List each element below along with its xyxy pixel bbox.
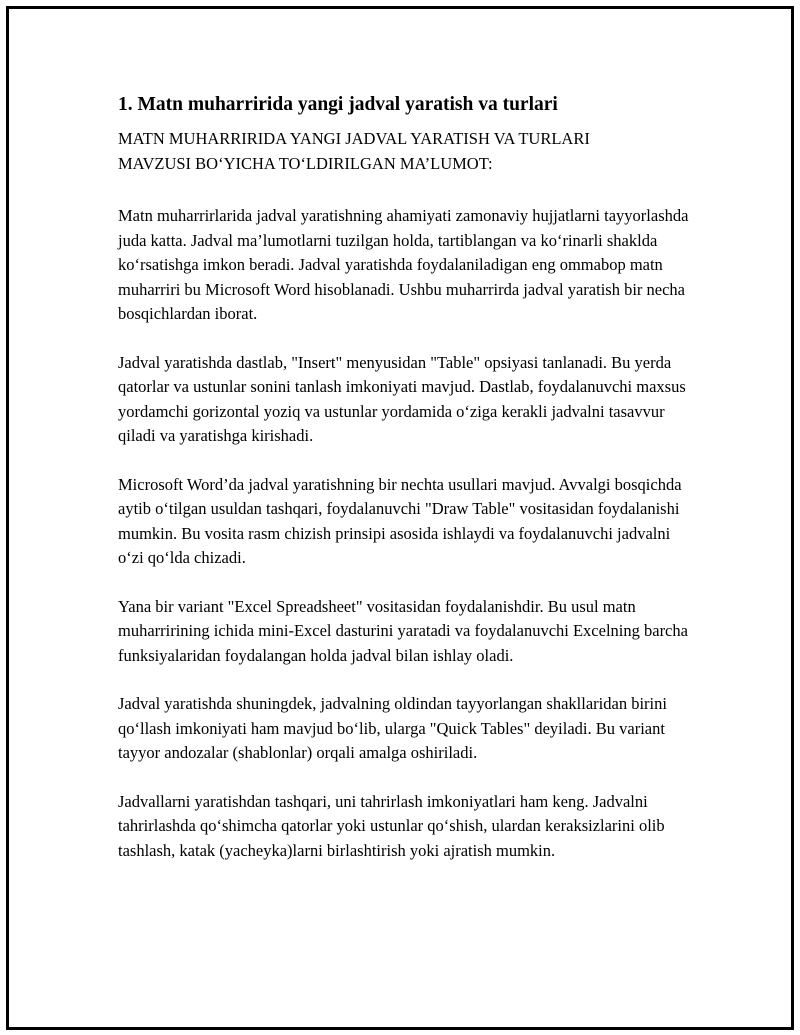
paragraph-2: Jadval yaratishda dastlab, "Insert" menyusidan "Table" opsiyasi tanlanadi. Bu yerda qatorlar va ustunlar sonini tanlash imkoniyati mavjud. Dastlab, foydalanuvchi maxsus yordamchi gorizontal yoziq va ustunlar yordamida o‘ziga kerakli jadvalni tasavvur qiladi va yaratishga kirishadi. xyxy=(118,352,686,445)
paragraph-4: Yana bir variant "Excel Spreadsheet" vositasidan foydalanishdir. Bu usul matn muharririning ichida mini-Excel dasturini yaratadi va foydalanuvchi Excelning barcha funksiyalaridan foydalangan holda jadval bilan ishlay oladi. xyxy=(118,596,688,665)
paragraph-3: Microsoft Word’da jadval yaratishning bir nechta usullari mavjud. Avvalgi bosqichda aytib o‘tilgan usuldan tashqari, foydalanuvchi "Draw Table" vositasidan foydalanishi mumkin. Bu vosita rasm chizish prinsipi asosida ishlaydi va foydalanuvchi jadvalni o‘zi qo‘lda chizadi. xyxy=(118,474,682,567)
document-subtitle: MATN MUHARRIRIDA YANGI JADVAL YARATISH VA TURLARI MAVZUSI BO‘YICHA TO‘LDIRILGAN MA’LUMOT: xyxy=(118,129,590,173)
paragraph-1: Matn muharrirlarida jadval yaratishning ahamiyati zamonaviy hujjatlarni tayyorlashda juda katta. Jadval ma’lumotlarni tuzilgan holda, tartiblangan va ko‘rinarli shaklda ko‘rsatishga imkon beradi. Jadval yaratishda foydalaniladigan eng ommabop matn muharriri bu Microsoft Word hisoblanadi. Ushbu muharrirda jadval yaratish bir necha bosqichlardan iborat. xyxy=(118,206,689,323)
document-title: 1. Matn muharririda yangi jadval yaratish va turlari xyxy=(118,94,558,115)
paragraph-6: Jadvallarni yaratishdan tashqari, uni tahrirlash imkoniyatlari ham keng. Jadvalni tahrirlashda qo‘shimcha qatorlar yoki ustunlar qo‘shish, ulardan keraksizlarini olib tashlash, katak (yacheyka)larni birlashtirish yoki ajratish mumkin. xyxy=(118,791,665,860)
paragraph-5: Jadval yaratishda shuningdek, jadvalning oldindan tayyorlangan shakllaridan birini qo‘llash imkoniyati ham mavjud bo‘lib, ularga "Quick Tables" deyiladi. Bu variant tayyor andozalar (shablonlar) orqali amalga oshiriladi. xyxy=(118,694,667,762)
document-body xyxy=(118,92,698,887)
